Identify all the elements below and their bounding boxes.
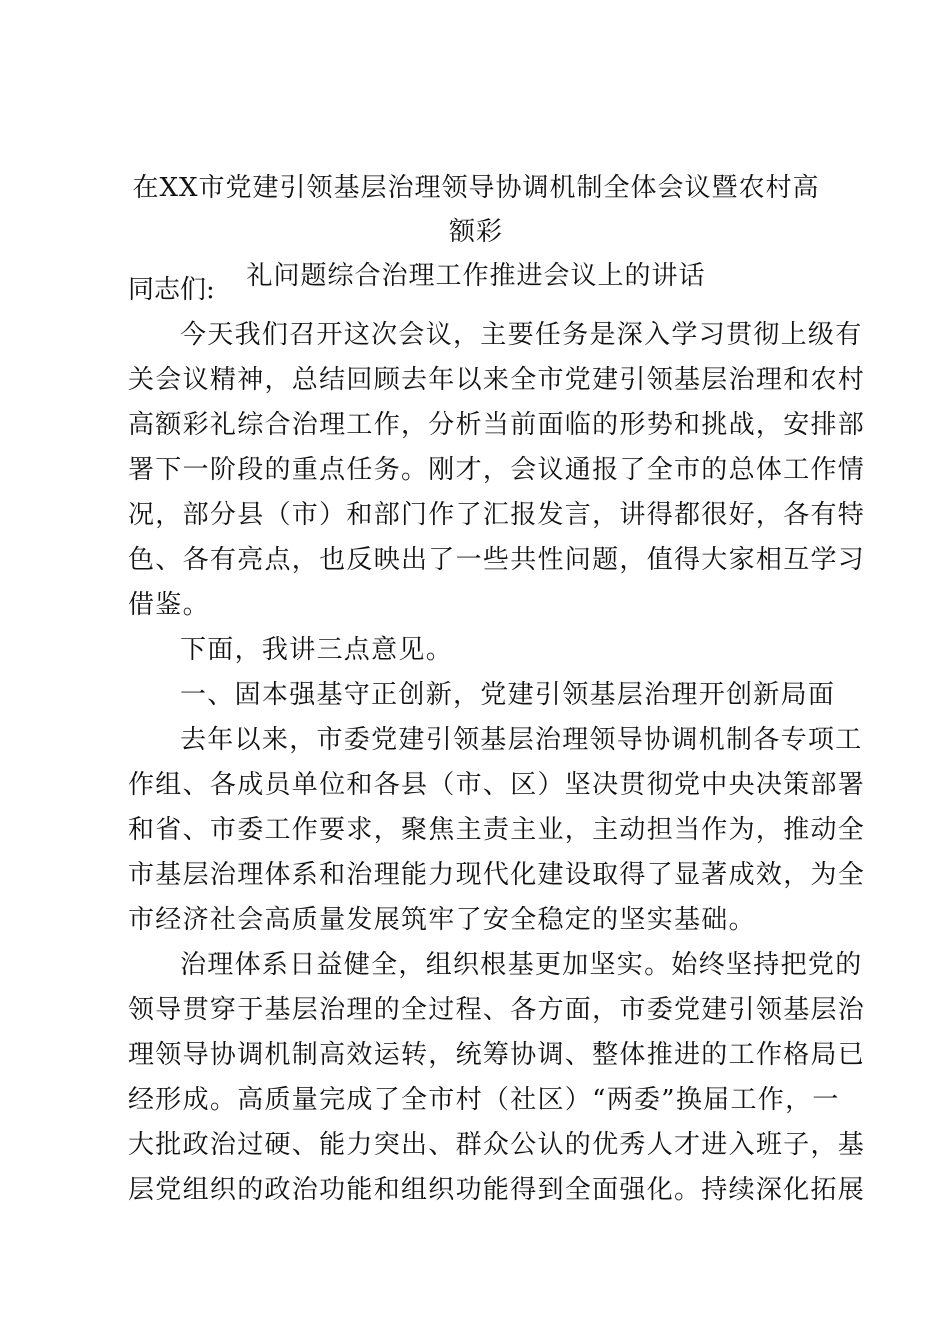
text-line: 和省、市委工作要求，聚焦主责主业，主动担当作为，推动全 (128, 815, 866, 845)
document-title-line-2: 礼问题综合治理工作推进会议上的讲话 (246, 261, 706, 291)
text-line: 署下一阶段的重点任务。刚才，会议通报了全市的总体工作情 (128, 455, 866, 485)
text-line: 领导贯穿于基层治理的全过程、各方面，市委党建引领基层治 (128, 995, 866, 1025)
heading-line: 一、固本强基守正创新，党建引领基层治理开创新局面 (180, 680, 836, 710)
paragraph-intro (128, 313, 866, 628)
text-line: 今天我们召开这次会议，主要任务是深入学习贯彻上级有 (180, 320, 863, 350)
text-line: 市基层治理体系和治理能力现代化建设取得了显著成效，为全 (128, 860, 866, 890)
text-line: 关会议精神，总结回顾去年以来全市党建引领基层治理和农村 (128, 365, 866, 395)
text-line: 大批政治过硬、能力突出、群众公认的优秀人才进入班子，基 (128, 1130, 866, 1160)
text-line: 理领导协调机制高效运转，统筹协调、整体推进的工作格局已 (128, 1040, 866, 1070)
paragraph-governance-system (128, 943, 866, 1213)
paragraph-achievements (128, 718, 866, 943)
paragraph-opinions-intro (128, 628, 832, 673)
text-line: 市经济社会高质量发展筑牢了安全稳定的坚实基础。 (128, 905, 756, 935)
text-line: 况，部分县（市）和部门作了汇报发言，讲得都很好，各有特 (128, 500, 866, 530)
text-line: 经形成。高质量完成了全市村（社区）“两委”换届工作，一 (128, 1085, 840, 1115)
text-line: 作组、各成员单位和各县（市、区）坚决贯彻党中央决策部署 (128, 770, 866, 800)
text-line: 去年以来，市委党建引领基层治理领导协调机制各专项工 (180, 725, 863, 755)
text-line: 高额彩礼综合治理工作，分析当前面临的形势和挑战，安排部 (128, 410, 866, 440)
text-line: 层党组织的政治功能和组织功能得到全面强化。持续深化拓展 (128, 1175, 866, 1205)
text-line: 下面，我讲三点意见。 (180, 635, 454, 665)
document-title (120, 166, 832, 298)
section-heading-one (128, 673, 836, 718)
document-title-line-1: 在XX市党建引领基层治理领导协调机制全体会议暨农村高额彩 (132, 173, 820, 247)
text-line: 色、各有亮点，也反映出了一些共性问题，值得大家相互学习 (128, 545, 866, 575)
salutation: 同志们: (128, 275, 215, 305)
text-line: 治理体系日益健全，组织根基更加坚实。始终坚持把党的 (180, 950, 863, 980)
text-line: 借鉴。 (128, 590, 210, 620)
